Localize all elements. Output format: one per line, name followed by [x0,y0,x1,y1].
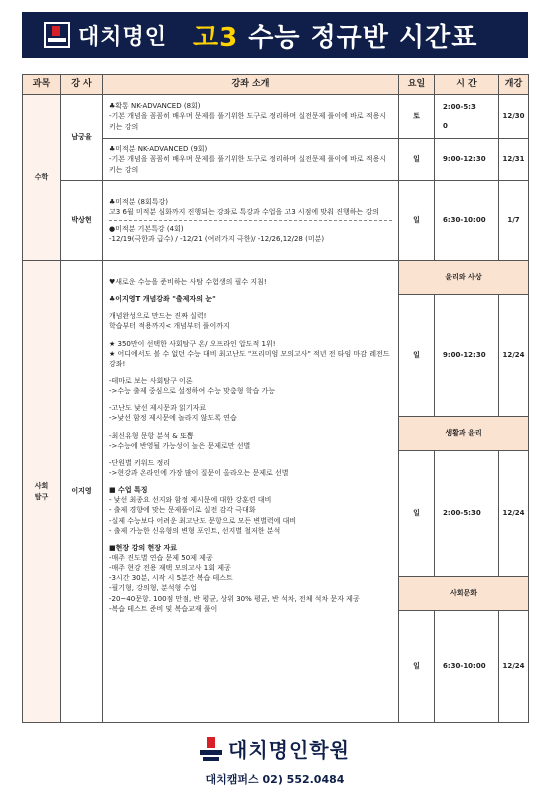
table-row [23,95,529,139]
course-time: 2:00-5:3 0 [435,95,499,139]
header-start: 개강 [499,75,529,95]
footer-brand: 대치명인학원 [228,738,350,762]
academy-logo-icon [200,737,222,761]
course-description: ♣확통 NK-ADVANCED (8회) -기본 개념을 꼼꼼히 배우며 문제를 풀기위한 도구로 정리하며 실전문제 풀이에 바로 적용시키는 강의 [103,95,399,139]
teacher-park: 박상현 [61,181,103,261]
course-name-society-culture: 사회문화 [399,577,529,611]
course-start: 12/30 [499,95,529,139]
academy-logo-icon [44,22,70,48]
course-start: 12/24 [499,295,529,417]
header-time: 시 간 [435,75,499,95]
title-highlight: 고3 [193,22,239,53]
title-rest: 수능 정규반 시간표 [238,22,478,53]
header-description: 강좌 소개 [103,75,399,95]
subject-math: 수학 [23,95,61,261]
schedule-table [22,74,529,723]
course-day: 일 [399,611,435,723]
teacher-namgung: 남궁율 [61,95,103,181]
header-subject: 과목 [23,75,61,95]
course-day: 토 [399,95,435,139]
table-row [23,261,529,295]
teacher-lee: 이지영 [61,261,103,723]
course-time: 9:00-12:30 [435,295,499,417]
course-day: 일 [399,181,435,261]
course-day: 일 [399,139,435,181]
title-banner [22,12,528,58]
course-time: 6:30-10:00 [435,181,499,261]
footer [0,734,550,787]
banner-brand: 대치명인 [78,24,168,50]
course-start: 12/24 [499,451,529,577]
course-day: 일 [399,451,435,577]
course-day: 일 [399,295,435,417]
course-start: 12/31 [499,139,529,181]
course-time: 6:30-10:00 [435,611,499,723]
course-time: 2:00-5:30 [435,451,499,577]
table-row [23,181,529,261]
course-description: ♣미적분 NK-ADVANCED (9회) -기본 개념을 꼼꼼히 배우며 문제를 풀기위한 도구로 정리하며 실전문제 풀이에 바로 적용시키는 강의 [103,139,399,181]
course-name-ethics-thought: 윤리와 사상 [399,261,529,295]
table-header-row [23,75,529,95]
course-start: 1/7 [499,181,529,261]
header-day: 요일 [399,75,435,95]
header-teacher: 강 사 [61,75,103,95]
course-description: ♣미적분 (8회특강) 고3 6월 미적분 심화까지 진행되는 강좌로 특강과 수업을 고3 시점에 맞춰 진행하는 강의 ●미적분 기본특강 (4회) -12/19(극한과 급수) / -12/21 (여러가지 극한)/ -12/26,12/28 (미분) [103,181,399,261]
course-start: 12/24 [499,611,529,723]
page-title [193,17,477,54]
course-name-life-ethics: 생활과 윤리 [399,417,529,451]
course-description: ♥새로운 수능을 준비하는 사탐 수험생의 필수 지침! ♣이지영T 개념강좌 "출제자의 눈" 개념완성으로 만드는 진짜 실력! 학습부터 적용까지< 개념부터 풀이까지 ★ 350만이 선택한 사회탐구 온/ 오프라인 압도적 1위! ★ 어디에서도 볼 수 없던 수능 대비 최고난도 "프리미엄 모의고사" 적년 전 타임 마감 레전드 강좌! -테마로 보는 사회탐구 이론 ->수능 출제 중심으로 설정하여 수능 맞춤형 학습 가능 -고난도 낯선 제시문과 읽기자료 ->낯선 함정 제시문에 놀라지 않도록 연습 -최신유형 문항 분석 & 또뽑 ->수능에 반영될 가능성이 높은 문제로만 선별 -단원별 키워드 정리 ->현강과 온라인에 가장 많이 질문이 올라오는 문제로 선별 ■ 수업 특징 - 낯선 최종요 선지와 함정 제시문에 대한 강훈련 대비 - 출제 경향에 맞는 문제풀이로 실전 감각 극대화 -실제 수능보다 어려운 최고난도 문항으로 모든 변별력에 대비 - 출제 가능한 신유형의 변형 포인트, 선지별 철저한 분석 ■현장 강의 현장 자료 -매주 진도별 연습 문제 50제 제공 -매주 현강 전용 재택 모의고사 1회 제공 -3시간 30분, 시작 시 5분간 복습 테스트 -필기형, 강의형, 분석형 수업 -20~40문항. 100점 만점, 반 평균, 상위 30% 평균, 반 석차, 전체 석차 문자 제공 -복습 테스트 준비 및 복습교재 풀이 [103,261,399,723]
footer-phone: 대치캠퍼스 02) 552.0484 [205,773,345,786]
dashed-divider [109,220,392,221]
course-time: 9:00-12:30 [435,139,499,181]
subject-social: 사회 탐구 [23,261,61,723]
